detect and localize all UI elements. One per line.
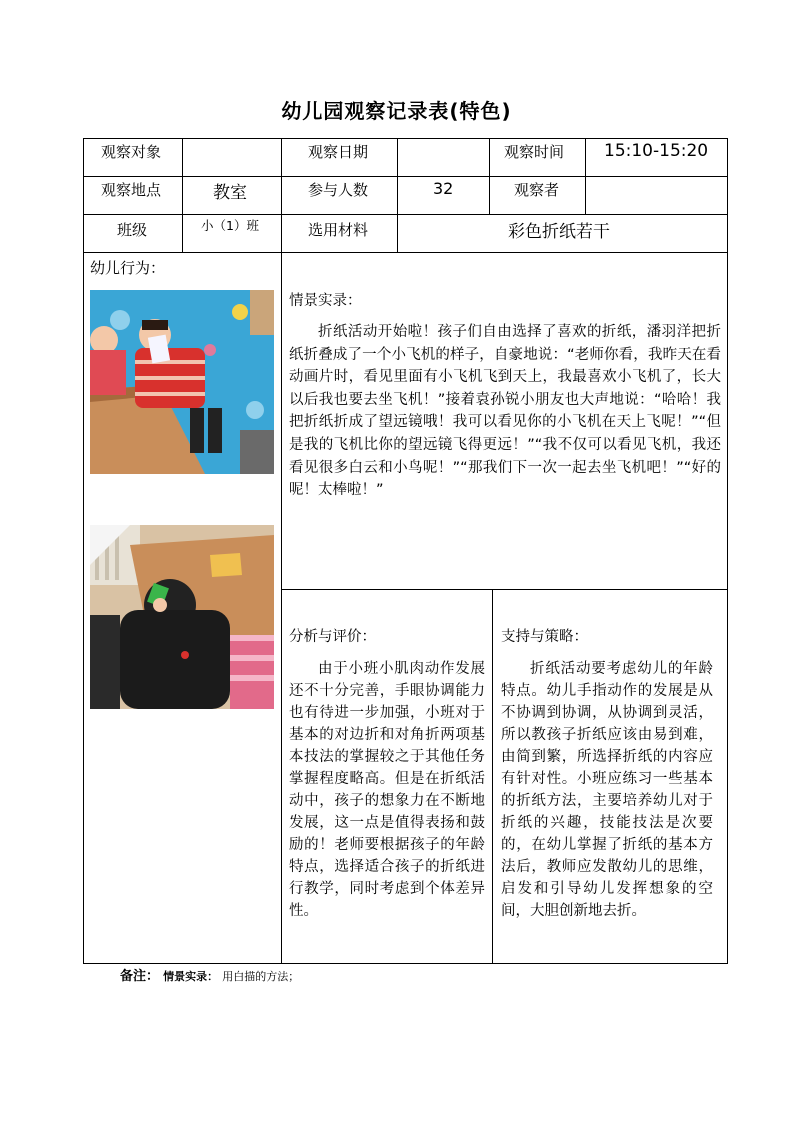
material-value-cell bbox=[397, 214, 728, 253]
place-label-cell bbox=[83, 176, 183, 215]
date-label-cell bbox=[281, 138, 398, 177]
time-label-cell bbox=[489, 138, 586, 177]
photo-child-green-paper bbox=[90, 525, 274, 709]
behavior-cell bbox=[83, 252, 282, 964]
support-heading: 支持与策略： bbox=[501, 629, 588, 645]
remarks-label: 备注： bbox=[120, 969, 160, 984]
time-value: 15:10-15:20 bbox=[604, 141, 709, 161]
subject-label-cell bbox=[83, 138, 183, 177]
observer-value-cell bbox=[585, 176, 728, 215]
subject-label: 观察对象 bbox=[101, 143, 162, 161]
time-value-cell bbox=[585, 138, 728, 177]
count-value: 32 bbox=[433, 179, 454, 198]
material-label-cell bbox=[281, 214, 398, 253]
observation-table bbox=[83, 138, 728, 964]
place-label: 观察地点 bbox=[101, 181, 162, 199]
behavior-label: 幼儿行为： bbox=[90, 259, 166, 277]
date-value-cell bbox=[397, 138, 490, 177]
date-label: 观察日期 bbox=[308, 143, 369, 161]
scene-text: 折纸活动开始啦！孩子们自由选择了喜欢的折纸，潘羽洋把折纸折叠成了一个小飞机的样子，自豪地说：“老师你看，我昨天在看动画片时，看见里面有小飞机飞到天上，我最喜欢小飞机了，长大以后我也要去坐飞机！”接着袁孙锐小朋友也大声地说：“哈哈！我把折纸折成了望远镜哦！我可以看见你的小飞机在天上飞呢！”“但是我的飞机比你的望远镜飞得更远！”“我不仅可以看见飞机，我还看见很多白云和小鸟呢！”“那我们下一次一起去坐飞机吧！”“好的呢！太棒啦！” bbox=[289, 324, 721, 499]
count-label-cell bbox=[281, 176, 398, 215]
count-label: 参与人数 bbox=[308, 181, 369, 199]
photo-2-illustration bbox=[90, 525, 274, 709]
place-value-cell bbox=[182, 176, 282, 215]
photo-1-illustration bbox=[90, 290, 274, 474]
observer-label-cell bbox=[489, 176, 586, 215]
photo-child-paper-airplane bbox=[90, 290, 274, 474]
time-label: 观察时间 bbox=[504, 143, 565, 161]
material-label: 选用材料 bbox=[308, 221, 369, 239]
class-value-cell bbox=[182, 214, 282, 253]
support-cell bbox=[492, 589, 728, 964]
class-value: 小（1）班 bbox=[201, 218, 259, 233]
support-text: 折纸活动要考虑幼儿的年龄特点。幼儿手指动作的发展是从不协调到协调，从协调到灵活，所以教孩子折纸应该由易到难，由简到繁，所选择折纸的内容应有针对性。小班应练习一些基本的折纸方法，主要培养幼儿对于折纸的兴趣，技能技法是次要的，在幼儿掌握了折纸的基本方法后，教师应发散幼儿的思维，启发和引导幼儿发挥想象的空间，大胆创新地去折。 bbox=[501, 661, 713, 919]
place-value: 教室 bbox=[213, 183, 247, 203]
subject-value-cell bbox=[182, 138, 282, 177]
remarks-item-label: 情景实录： bbox=[163, 970, 219, 983]
scene-cell bbox=[281, 252, 728, 590]
analysis-heading: 分析与评价： bbox=[289, 629, 376, 645]
observer-label: 观察者 bbox=[514, 181, 560, 199]
scene-heading: 情景实录： bbox=[289, 293, 362, 309]
page-title: 幼儿园观察记录表(特色) bbox=[281, 99, 512, 123]
count-value-cell bbox=[397, 176, 490, 215]
analysis-text: 由于小班小肌肉动作发展还不十分完善，手眼协调能力也有待进一步加强，小班对于基本的对边折和对角折两项基本技法的掌握较之于其他任务掌握程度略高。但是在折纸活动中，孩子的想象力在不断地发展，这一点是值得表扬和鼓励的！老师要根据孩子的年龄特点，选择适合孩子的折纸进行教学，同时考虑到个体差异性。 bbox=[289, 661, 485, 919]
class-label: 班级 bbox=[117, 221, 148, 239]
analysis-cell bbox=[281, 589, 493, 964]
class-label-cell bbox=[83, 214, 183, 253]
remarks-item-text: 用白描的方法； bbox=[222, 970, 300, 983]
remarks bbox=[120, 965, 299, 984]
material-value: 彩色折纸若干 bbox=[508, 222, 610, 242]
